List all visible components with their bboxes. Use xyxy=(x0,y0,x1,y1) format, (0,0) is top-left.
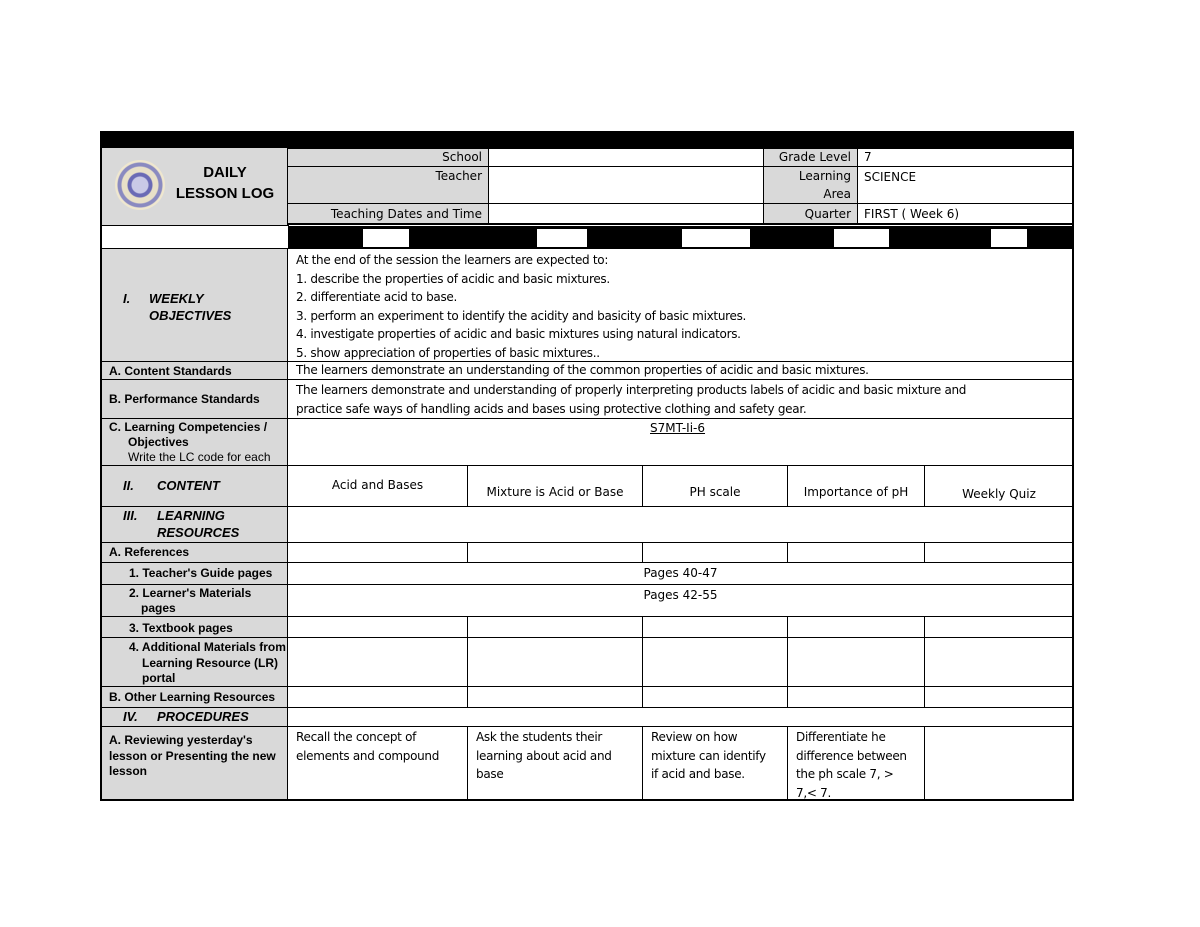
textbook-day-3[interactable] xyxy=(642,616,788,638)
additional-day-5[interactable] xyxy=(924,637,1074,687)
references-day-4[interactable] xyxy=(787,542,925,563)
additional-day-2[interactable] xyxy=(467,637,643,687)
content-day-5: Weekly Quiz xyxy=(924,465,1074,507)
other-day-4[interactable] xyxy=(787,686,925,708)
reviewing-label: A. Reviewing yesterday's lesson or Presenting the new lesson xyxy=(100,726,288,801)
textbook-day-2[interactable] xyxy=(467,616,643,638)
quarter-label: Quarter xyxy=(763,203,858,224)
day-box-1[interactable] xyxy=(363,229,409,247)
references-label: A. References xyxy=(100,542,288,563)
other-resources-label: B. Other Learning Resources xyxy=(100,686,288,708)
teachers-guide-pages: Pages 40-47 xyxy=(287,562,1074,585)
additional-day-1[interactable] xyxy=(287,637,468,687)
learning-resources-cell xyxy=(287,506,1074,543)
reviewing-day-5[interactable] xyxy=(924,726,1074,801)
day-box-2[interactable] xyxy=(537,229,587,247)
content-day-4: Importance of pH xyxy=(787,465,925,507)
day-box-4[interactable] xyxy=(834,229,889,247)
content-day-1: Acid and Bases xyxy=(287,465,468,507)
blank-left-cell xyxy=(100,225,289,249)
other-day-1[interactable] xyxy=(287,686,468,708)
learning-area-label: Learning Area xyxy=(763,166,858,204)
procedures-cell xyxy=(287,707,1074,727)
references-day-2[interactable] xyxy=(467,542,643,563)
teachers-guide-label: 1. Teacher's Guide pages xyxy=(100,562,288,585)
learners-materials-pages: Pages 42-55 xyxy=(287,584,1074,617)
weekly-objectives-label: I. WEEKLY OBJECTIVES xyxy=(100,248,288,362)
content-standards-label: A. Content Standards xyxy=(100,361,288,380)
teaching-dates-label: Teaching Dates and Time xyxy=(287,203,489,224)
school-field[interactable] xyxy=(488,148,764,167)
textbook-day-5[interactable] xyxy=(924,616,1074,638)
other-day-5[interactable] xyxy=(924,686,1074,708)
procedures-label: IV. PROCEDURES xyxy=(100,707,288,727)
teaching-dates-field[interactable] xyxy=(488,203,764,224)
other-day-2[interactable] xyxy=(467,686,643,708)
references-day-3[interactable] xyxy=(642,542,788,563)
teacher-label: Teacher xyxy=(287,166,489,204)
textbook-day-1[interactable] xyxy=(287,616,468,638)
references-day-1[interactable] xyxy=(287,542,468,563)
reviewing-day-3: Review on how mixture can identify if acid and base. xyxy=(642,726,788,801)
lc-code: S7MT-Ii-6 xyxy=(650,421,706,435)
additional-materials-label: 4. Additional Materials from Learning Resource (LR) portal xyxy=(100,637,288,687)
performance-standards-text: The learners demonstrate and understanding of properly interpreting products labels of acidic and basic mixture and practice safe ways of handling acids and bases using protective clothing and safety gear. xyxy=(287,379,1074,419)
content-label: II. CONTENT xyxy=(100,465,288,507)
day-box-3[interactable] xyxy=(682,229,750,247)
learners-materials-label: 2. Learner's Materials pages xyxy=(100,584,288,617)
content-day-3: PH scale xyxy=(642,465,788,507)
reviewing-day-4: Differentiate he difference between the ph scale 7, > 7,< 7. xyxy=(787,726,925,801)
reviewing-day-1: Recall the concept of elements and compound xyxy=(287,726,468,801)
reviewing-day-2: Ask the students their learning about acid and base xyxy=(467,726,643,801)
learning-competencies-cell xyxy=(287,418,1074,466)
page-title: DAILY LESSON LOG xyxy=(175,164,275,202)
content-day-2: Mixture is Acid or Base xyxy=(467,465,643,507)
additional-day-4[interactable] xyxy=(787,637,925,687)
textbook-day-4[interactable] xyxy=(787,616,925,638)
additional-day-3[interactable] xyxy=(642,637,788,687)
learning-resources-label: III. LEARNING RESOURCES xyxy=(100,506,288,543)
grade-level-value[interactable]: 7 xyxy=(857,148,1074,167)
content-standards-text: The learners demonstrate an understanding of the common properties of acidic and basic mixtures. xyxy=(287,361,1074,380)
other-day-3[interactable] xyxy=(642,686,788,708)
header-black-bar xyxy=(100,131,1074,148)
quarter-value[interactable]: FIRST ( Week 6) xyxy=(857,203,1074,224)
textbook-pages-label: 3. Textbook pages xyxy=(100,616,288,638)
references-day-5[interactable] xyxy=(924,542,1074,563)
school-label: School xyxy=(287,148,489,167)
weekly-objectives-text: At the end of the session the learners are expected to: 1. describe the properties of acidic and basic mixtures. 2. differentiate acid to base. 3. perform an experiment to identify the acidity and basicity of basic mixtures. 4. investigate properties of acidic and basic mixtures using natural indicators. 5. show appreciation of properties of basic mixtures.. xyxy=(287,248,1074,362)
teacher-field[interactable] xyxy=(488,166,764,204)
deped-seal-logo xyxy=(115,160,165,210)
day-box-5[interactable] xyxy=(991,229,1027,247)
performance-standards-label: B. Performance Standards xyxy=(100,379,288,419)
learning-area-value[interactable]: SCIENCE xyxy=(857,166,1074,204)
grade-level-label: Grade Level xyxy=(763,148,858,167)
learning-competencies-label: C. Learning Competencies / Objectives Write the LC code for each xyxy=(100,418,288,466)
